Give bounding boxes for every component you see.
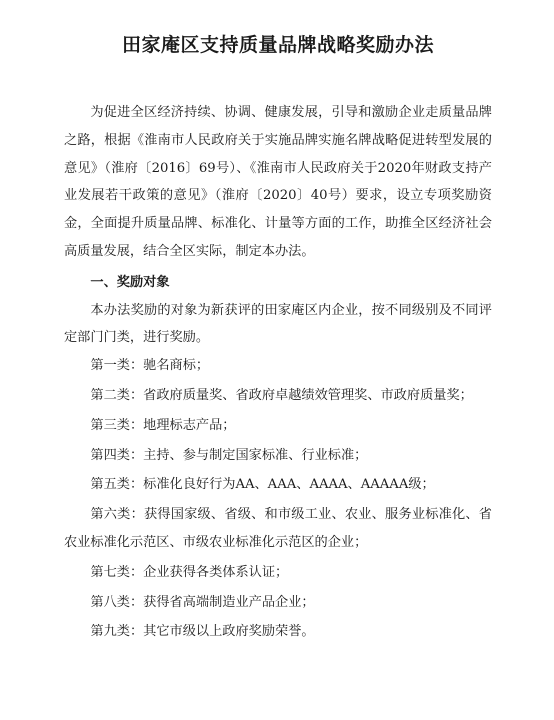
category-item: 第六类：获得国家级、省级、和市级工业、农业、服务业标准化、省农业标准化示范区、市级农业标准化示范区的企业； bbox=[64, 507, 492, 550]
category-item: 第一类：驰名商标； bbox=[90, 358, 210, 374]
category-item: 第八类：获得省高端制造业产品企业； bbox=[90, 594, 315, 610]
section-heading-reward-targets: 一、奖励对象 bbox=[90, 274, 170, 290]
category-item: 第二类：省政府质量奖、省政府卓越绩效管理奖、市政府质量奖； bbox=[90, 387, 473, 403]
intro-paragraph: 为促进全区经济持续、协调、健康发展，引导和激励企业走质量品牌之路，根据《淮南市人民政府关于实施品牌实施名牌战略促进转型发展的意见》（淮府〔2016〕69号）、《淮南市人民政府关于2020年财政支持产业发展若干政策的意见》（淮府〔2020〕40号）要求，设立专项奖励资金，全面提升质量品牌、标准化、计量等方面的工作，助推全区经济社会高质量发展，结合全区实际，制定本办法。 bbox=[64, 105, 492, 259]
category-item: 第七类：企业获得各类体系认证； bbox=[90, 564, 289, 580]
section-intro-paragraph: 本办法奖励的对象为新获评的田家庵区内企业，按不同级别及不同评定部门门类，进行奖励。 bbox=[64, 302, 492, 346]
category-item: 第五类：标准化良好行为AA、AAA、AAAA、AAAAA级； bbox=[90, 477, 435, 493]
category-item: 第四类：主持、参与制定国家标准、行业标准； bbox=[90, 447, 368, 463]
category-item: 第三类：地理标志产品； bbox=[90, 417, 236, 433]
document-title: 田家庵区支持质量品牌战略奖励办法 bbox=[121, 34, 434, 56]
category-item: 第九类：其它市级以上政府奖励荣誉。 bbox=[90, 624, 315, 640]
